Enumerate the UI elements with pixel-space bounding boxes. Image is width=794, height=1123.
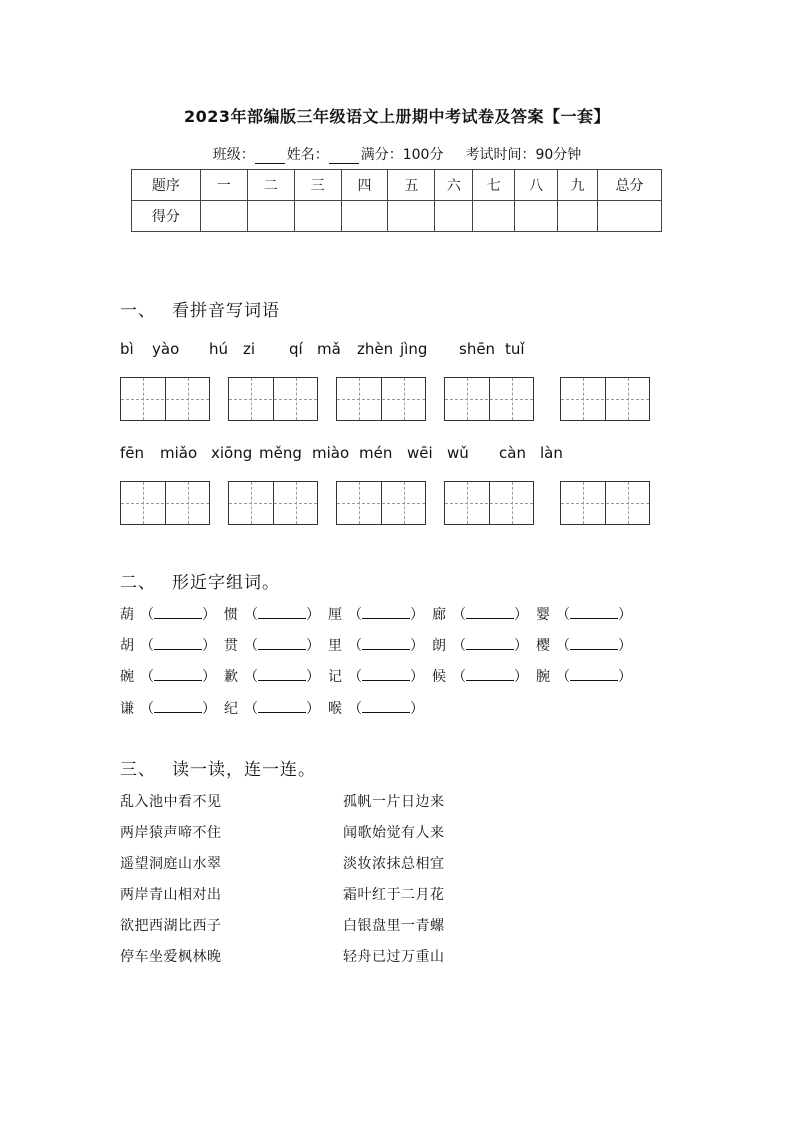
open-paren: （ [140,701,154,717]
writing-grid[interactable] [336,377,426,421]
word-item [432,666,528,686]
score-cell[interactable] [558,201,598,232]
answer-blank[interactable] [570,605,618,619]
name-label: 姓名： [286,147,329,163]
score-row-label: 得分 [132,201,201,232]
answer-blank[interactable] [258,667,306,681]
open-paren: （ [244,638,258,654]
left-line[interactable]: 停车坐爱枫林晚 [120,949,222,965]
score-cell[interactable] [200,201,247,232]
pinyin: měng [259,444,302,462]
header-cell: 五 [388,170,435,201]
word-char: 纪 [224,701,238,717]
class-blank[interactable] [255,149,285,164]
open-paren: （ [244,669,258,685]
open-paren: （ [348,701,362,717]
word-item [328,698,424,718]
close-paren: ） [202,669,216,685]
header-cell: 三 [294,170,341,201]
close-paren: ） [514,607,528,623]
header-cell: 一 [200,170,247,201]
score-row [132,201,662,232]
word-item [328,635,424,655]
left-line[interactable]: 欲把西湖比西子 [120,918,222,934]
score-cell[interactable] [294,201,341,232]
score-cell[interactable] [473,201,515,232]
pinyin: càn [499,444,526,462]
score-cell[interactable] [247,201,294,232]
word-char: 里 [328,638,342,654]
left-line[interactable]: 两岸青山相对出 [120,887,222,903]
section3-number: 三、 [120,760,156,780]
word-char: 记 [328,669,342,685]
answer-blank[interactable] [466,605,514,619]
pinyin: zi [243,340,256,358]
word-item [328,604,424,624]
writing-grid[interactable] [336,481,426,525]
word-item [224,604,320,624]
answer-blank[interactable] [570,636,618,650]
writing-grid[interactable] [120,377,210,421]
header-cell: 七 [473,170,515,201]
open-paren: （ [140,669,154,685]
close-paren: ） [306,701,320,717]
open-paren: （ [140,607,154,623]
word-char: 候 [432,669,446,685]
pinyin: jìng [400,340,428,358]
pinyin: tuǐ [505,340,525,358]
pinyin: hú [209,340,229,358]
score-table [131,169,662,232]
word-char: 谦 [120,701,134,717]
close-paren: ） [202,607,216,623]
pinyin: miào [312,444,350,462]
right-line[interactable]: 闻歌始觉有人来 [343,825,445,841]
word-item [536,604,632,624]
word-item [120,635,216,655]
word-char: 廊 [432,607,446,623]
word-char: 朗 [432,638,446,654]
pinyin: qí [289,340,303,358]
word-char: 碗 [120,669,134,685]
full-score: 满分：100分 [360,147,444,163]
open-paren: （ [452,669,466,685]
page-title: 2023年部编版三年级语文上册期中考试卷及答案【一套】 [183,107,611,126]
right-line[interactable]: 孤帆一片日边来 [343,794,445,810]
answer-blank[interactable] [466,667,514,681]
close-paren: ） [202,638,216,654]
score-cell[interactable] [341,201,388,232]
pinyin: mǎ [317,340,341,358]
word-item [536,635,632,655]
pinyin: làn [540,444,563,462]
left-line[interactable]: 遥望洞庭山水翠 [120,856,222,872]
header-cell: 总分 [598,170,662,201]
section1-title: 看拼音写词语 [172,301,280,321]
score-cell[interactable] [598,201,662,232]
name-blank[interactable] [329,149,359,164]
answer-blank[interactable] [258,605,306,619]
answer-blank[interactable] [258,699,306,713]
pinyin: shēn [459,340,496,358]
pinyin: bì [120,340,134,358]
right-line[interactable]: 淡妆浓抹总相宜 [343,856,445,872]
pinyin: fēn [120,444,145,462]
header-cell: 八 [515,170,558,201]
close-paren: ） [618,669,632,685]
open-paren: （ [556,669,570,685]
word-item [432,635,528,655]
pinyin: wǔ [447,444,469,462]
answer-blank[interactable] [258,636,306,650]
right-line[interactable]: 轻舟已过万重山 [343,949,445,965]
open-paren: （ [348,669,362,685]
header-cell: 二 [247,170,294,201]
pinyin: mén [359,444,393,462]
section2-heading [120,568,280,593]
close-paren: ） [514,669,528,685]
left-line[interactable]: 两岸猿声啼不住 [120,825,222,841]
answer-blank[interactable] [570,667,618,681]
writing-grid[interactable] [444,377,534,421]
section2-number: 二、 [120,573,156,593]
writing-grid[interactable] [560,377,650,421]
close-paren: ） [202,701,216,717]
word-char: 腕 [536,669,550,685]
close-paren: ） [306,669,320,685]
word-char: 葫 [120,607,134,623]
answer-blank[interactable] [362,667,410,681]
word-item [120,698,216,718]
word-char: 胡 [120,638,134,654]
close-paren: ） [410,669,424,685]
close-paren: ） [410,638,424,654]
pinyin: wēi [407,444,433,462]
word-char: 歉 [224,669,238,685]
answer-blank[interactable] [154,699,202,713]
close-paren: ） [410,607,424,623]
word-item [120,666,216,686]
exam-time: 考试时间：90分钟 [465,147,582,163]
header-cell: 题序 [132,170,201,201]
word-item [120,604,216,624]
close-paren: ） [306,607,320,623]
answer-blank[interactable] [154,605,202,619]
class-label: 班级： [212,147,255,163]
score-cell[interactable] [435,201,473,232]
word-char: 樱 [536,638,550,654]
open-paren: （ [556,607,570,623]
word-item [536,666,632,686]
pinyin: zhèn [357,340,394,358]
word-item [328,666,424,686]
section3-title: 读一读，连一连。 [172,760,316,780]
pinyin: xiōng [211,444,253,462]
word-char: 厘 [328,607,342,623]
close-paren: ） [618,638,632,654]
open-paren: （ [140,638,154,654]
close-paren: ） [618,607,632,623]
open-paren: （ [556,638,570,654]
score-header-row [132,170,662,201]
section1-heading [120,296,280,321]
word-char: 贯 [224,638,238,654]
word-char: 惯 [224,607,238,623]
open-paren: （ [452,638,466,654]
close-paren: ） [410,701,424,717]
writing-grid[interactable] [228,377,318,421]
header-cell: 六 [435,170,473,201]
answer-blank[interactable] [154,636,202,650]
writing-grid[interactable] [120,481,210,525]
header-cell: 四 [341,170,388,201]
exam-info [0,144,794,164]
header-cell: 九 [558,170,598,201]
open-paren: （ [348,638,362,654]
word-item [224,666,320,686]
open-paren: （ [244,607,258,623]
right-line[interactable]: 霜叶红于二月花 [343,887,445,903]
close-paren: ） [306,638,320,654]
answer-blank[interactable] [466,636,514,650]
writing-grid[interactable] [228,481,318,525]
word-item [224,635,320,655]
answer-blank[interactable] [154,667,202,681]
right-line[interactable]: 白银盘里一青螺 [343,918,445,934]
writing-grid[interactable] [444,481,534,525]
section3-heading [120,755,316,780]
answer-blank[interactable] [362,699,410,713]
open-paren: （ [244,701,258,717]
answer-blank[interactable] [362,605,410,619]
word-char: 喉 [328,701,342,717]
left-line[interactable]: 乱入池中看不见 [120,794,222,810]
score-cell[interactable] [388,201,435,232]
pinyin: yào [152,340,180,358]
word-item [224,698,320,718]
answer-blank[interactable] [362,636,410,650]
word-item [432,604,528,624]
writing-grid[interactable] [560,481,650,525]
section2-title: 形近字组词。 [172,573,280,593]
score-cell[interactable] [515,201,558,232]
pinyin: miǎo [160,444,198,462]
word-char: 婴 [536,607,550,623]
section1-number: 一、 [120,301,156,321]
open-paren: （ [348,607,362,623]
open-paren: （ [452,607,466,623]
close-paren: ） [514,638,528,654]
